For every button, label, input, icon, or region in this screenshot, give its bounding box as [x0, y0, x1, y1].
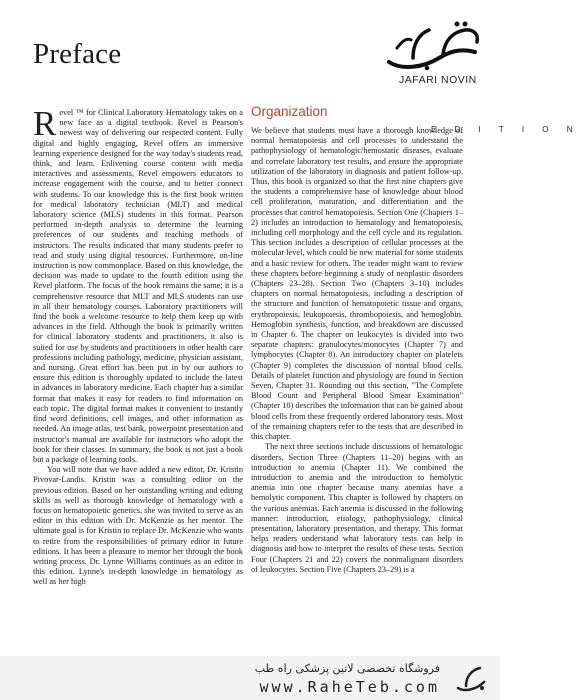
- right-column: [251, 126, 463, 646]
- section-heading-organization: Organization: [251, 104, 328, 119]
- left-column: [33, 104, 243, 653]
- left-paragraph-2: You will note that we have added a new editor, Dr. Kristin Pivovar-Landis. Kristin was a consulting editor on the previous edition. Based on her outstanding writing and editing skills as well as thorough knowledge of hematology with a focus on hematopoietic genetics, she was invited to serve as an editor in this edition with Dr. McKenzie as her mentor. The ultimate goal is for Kristin to replace Dr. McKenzie who wants to retire from the responsibilities of primary editor in future editions. It has been a pleasure to mentor her through the book writing process. Dr. Lynne Williams continues as an editor in this edition. Lynne's in-depth knowledge in hematology as well as her high: [33, 465, 243, 587]
- watermark-logo: [375, 18, 581, 138]
- watermark-name: JAFARI NOVIN: [399, 74, 477, 86]
- store-logo-icon: [454, 662, 490, 694]
- left-paragraph-1: [33, 104, 243, 465]
- left-paragraph-1-text: evel ™ for Clinical Laboratory Hematology takes on a new face as a digital textbook. Revel is Pearson's newest way of delivering our respected content. Fully digital and highly engaging, Revel offers an immersive learning experience designed for the way today's students read, think, and learn. Enlivening course content with media interactives and assessments, Revel empowers educators to increase engagement with the course, and to better connect with students. To our knowledge this is the first book written for medical laboratory technician (MLT) and medical laboratory science (MLS) students in this format. Pearson performed in-depth analysis to determine the learning preferences of our students and teaching methods of instructors. The results indicated that many students prefer to read and study using digital resources. Furthermore, on-line instruction is now commonplace. Based on this knowledge, the decision was made to update to the fourth edition using the Revel platform. The focus of the book remains the same; it is a comprehensive resource that MLT and MLS students can use in all their hematology courses. Laboratory practitioners will find the book a welcome resource to help them keep up with advances in the field. Although the book is primarily written for clinical laboratory students and practitioners, it also is suited for use by students and practitioners in other health care professions including pathology, medicine, physician assistant, and nursing. Great effort has been put in by our authors to ensure this edition is thoroughly updated to include the latest in advances in laboratory medicine. Each chapter has a similar format that makes it easy for readers to find information on each topic. The digital format makes it convenient to instantly find word definitions, cell images, and other information as needed. An image atlas, test bank, powerpoint presentation and instructor's manual are available for instructors who adopt the book for their classes. In summary, the book is not just a book but a package of learning tools.: [33, 108, 243, 464]
- calligraphy-logo-icon: [383, 18, 487, 74]
- page-title: Preface: [33, 38, 122, 70]
- drop-cap: R: [33, 104, 57, 143]
- footer-url[interactable]: www.RaheTeb.com: [259, 678, 440, 696]
- watermark-subtitle: E D I T I O N: [431, 125, 581, 134]
- right-paragraph-2: The next three sections include discussions of hematologic disorders. Section Three (Chapters 11–20) begins with an introduction to anemia (Chapter 11). We combined the introduction to anemia and the introduction to hemolytic anemia into one chapter because many anemias have a hemolytic component. This chapter is followed by chapters on the various anemias. Each anemia is discussed in the following manner: introduction, etiology, pathophysiology, clinical presentation, laboratory presentation, and therapy. This format helps readers understand what laboratory tests can help in diagnosis and how to interpret the results of these tests. Section Four (Chapters 21 and 22) covers the nonmalignant disorders of leukocytes. Section Five (Chapters 23–29) is a: [251, 442, 463, 574]
- footer-banner: [0, 656, 500, 700]
- right-paragraph-1: We believe that students must have a thorough knowledge of normal hematopoiesis and cell processes to understand the pathophysiology of hematologic/hemostatic diseases, evaluate and correlate laboratory test results, and ensure the appropriate utilization of the laboratory in diagnosis and patient follow-up. Thus, this book is organized so that the first nine chapters give the students a comprehensive base of knowledge about blood cell proliferation, maturation, and differentiation and the processes that control hematopoiesis. Section One (Chapters 1–2) includes an introduction to hematology and hematopoiesis, including cell morphology and the cell cycle and its regulation. This section includes a description of cellular processes at the molecular level, which could be new material for some students and a basic review for others. The reader might want to review these chapters before beginning a study of neoplastic disorders (Chapters 23–28). Section Two (Chapters 3–10) includes chapters on normal hematopoiesis, including a description of the structure and function of hematopoietic tissue and organs, erythropoiesis, leukopoiesis, thrombopoiesis, and hemoglobin. Hemoglobin synthesis, function, and breakdown are discussed in Chapter 6. The chapter on leukocytes is divided into two separate chapters: granulocytes/monocytes (Chapter 7) and lymphocytes (Chapter 8). An introductory chapter on platelets (Chapter 9) completes the discussion of normal blood cells. Details of platelet function and physiology are found in Section Seven, Chapter 31. Rounding out this section, "The Complete Blood Count and Peripheral Blood Smear Examination" (Chapter 10) describes the information that can be gained about blood cells from these frequently ordered laboratory tests. Most of the remaining chapters refer to the tests that are described in this chapter.: [251, 126, 463, 442]
- footer-store-name: فروشگاه تخصصی لاتین پزشکی راه طب: [254, 662, 440, 675]
